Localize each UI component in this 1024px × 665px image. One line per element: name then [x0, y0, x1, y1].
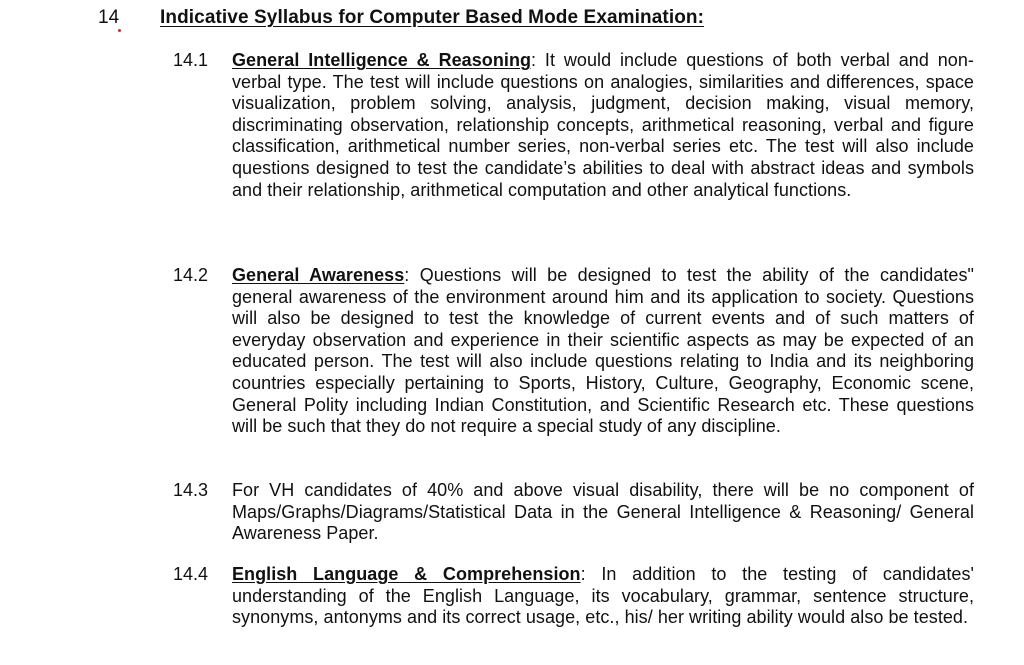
item-heading: General Intelligence & Reasoning: [232, 50, 532, 70]
item-number: 14.2: [173, 265, 209, 285]
syllabus-item-general-awareness: [173, 265, 978, 438]
item-number: 14.1: [173, 50, 209, 70]
item-text: In addition to the testing of candidates' understanding of the English Language, its vocabulary, grammar, sentence structure, synonyms, antonyms and its correct usage, etc., his/ her writing ability would also be tested.: [232, 564, 974, 628]
item-heading: English Language & Comprehension: [232, 564, 581, 584]
item-heading-separator: :: [580, 564, 586, 584]
item-heading: General Awareness: [232, 265, 405, 285]
item-heading-separator: :: [404, 265, 410, 285]
item-heading-separator: :: [531, 50, 537, 70]
item-number: 14.3: [173, 480, 209, 500]
red-dot-mark: [118, 29, 121, 32]
item-body: [232, 265, 974, 438]
item-text: Questions will be designed to test the ability of the candidates" general awareness of the environment around him and its application to society. Questions will also be designed to test the knowledge of current events and of such matters of everyday observation and experience in their scientific aspects as may be expected of an educated person. The test will also include questions relating to India and its neighboring countries especially pertaining to Sports, History, Culture, Geography, Economic scene, General Polity including Indian Constitution, and Scientific Research etc. These questions will be such that they do not require a special study of any discipline.: [232, 265, 974, 437]
item-text: For VH candidates of 40% and above visual disability, there will be no component of Maps/Graphs/Diagrams/Statistical Data in the General Intelligence & Reasoning/ General Awareness Paper.: [232, 480, 974, 544]
item-body: [232, 50, 974, 201]
section-title: Indicative Syllabus for Computer Based Mode Examination:: [160, 7, 705, 28]
section-header: [98, 6, 704, 30]
item-number: 14.4: [173, 564, 209, 584]
syllabus-item-vh-candidates: [173, 480, 978, 545]
item-text: It would include questions of both verbal and non-verbal type. The test will include questions on analogies, similarities and differences, space visualization, problem solving, analysis, judgment, decision making, visual memory, discriminating observation, relationship concepts, arithmetical reasoning, verbal and figure classification, arithmetical number series, non-verbal series etc. The test will also include questions designed to test the candidate’s abilities to deal with abstract ideas and symbols and their relationship, arithmetical computation and other analytical functions.: [232, 50, 974, 200]
section-number: 14: [98, 6, 160, 30]
syllabus-item-english-language: [173, 564, 978, 629]
syllabus-item-general-intelligence: [173, 50, 978, 201]
item-body: [232, 564, 974, 629]
item-body: [232, 480, 974, 545]
